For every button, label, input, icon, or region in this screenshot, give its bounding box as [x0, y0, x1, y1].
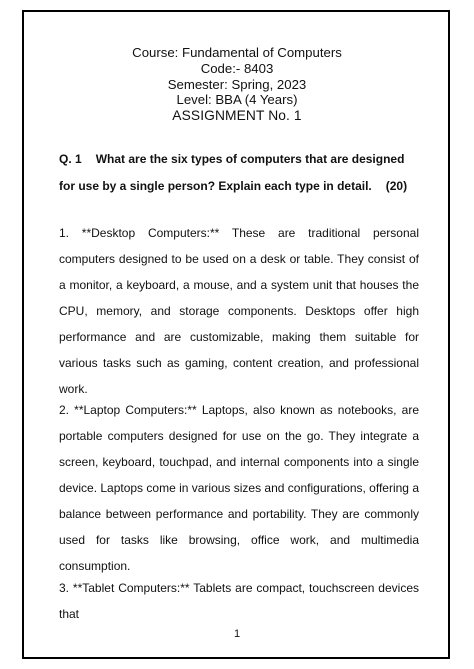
answer-paragraph-laptop: 2. **Laptop Computers:** Laptops, also known as notebooks, are portable computers designed for use on the go. They integrate a screen, keyboard, touchpad, and internal components into a single device. Laptops come in various sizes and configurations, offering a balance between performance and portability. They are commonly used for tasks like browsing, office work, and multimedia consumption. [59, 403, 419, 573]
answer-paragraph-desktop: 1. **Desktop Computers:** These are traditional personal computers designed to be used on a desk or table. They consist of a monitor, a keyboard, a mouse, and a system unit that houses the CPU, memory, and storage components. Desktops offer high performance and are customizable, making them suitable for various tasks such as gaming, content creation, and professional work. [59, 226, 419, 396]
page-number: 1 [233, 628, 241, 640]
course-code: Code:- 8403 [200, 60, 274, 76]
answer-paragraph-tablet: 3. **Tablet Computers:** Tablets are compact, touchscreen devices that [59, 581, 419, 621]
course-title: Course: Fundamental of Computers [132, 45, 342, 60]
question-text: What are the six types of computers that are designed for use by a single person? Explain each type in detail. [59, 152, 405, 193]
document-header [0, 45, 474, 124]
level: Level: BBA (4 Years) [176, 92, 298, 108]
semester: Semester: Spring, 2023 [167, 76, 307, 92]
question-number: Q. 1 [59, 152, 82, 166]
question-marks: (20) [385, 179, 408, 193]
assignment-title: ASSIGNMENT No. 1 [172, 108, 302, 124]
question-block [59, 146, 419, 200]
